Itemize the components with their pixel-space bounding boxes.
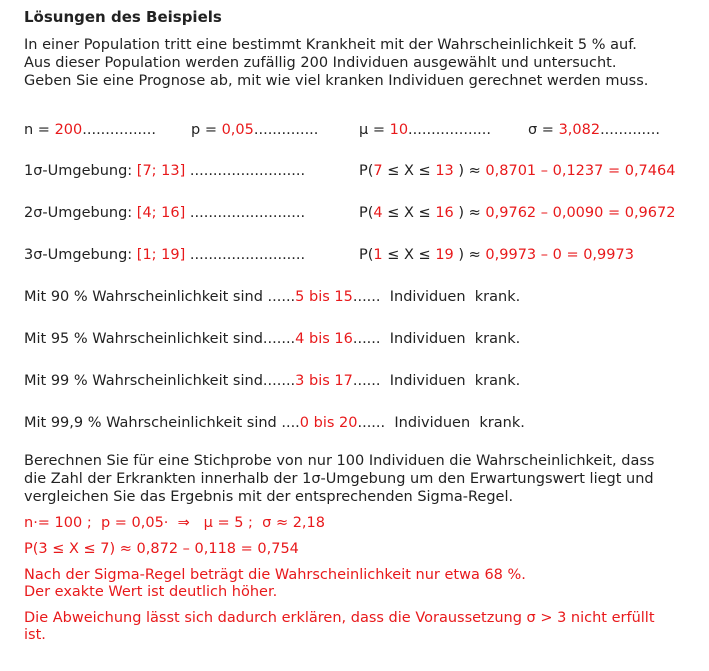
intro-line-1: In einer Population tritt eine bestimmt Krankheit mit der Wahrscheinlichkeit 5 % auf.	[24, 37, 637, 53]
param-mu: μ = 10..................	[359, 122, 492, 138]
prognosis-99-9: Mit 99,9 % Wahrscheinlichkeit sind ....0 bis 20...... Individuen krank.	[24, 415, 525, 431]
answer-explanation-2: ist.	[24, 627, 46, 643]
prognosis-95: Mit 95 % Wahrscheinlichkeit sind.......4 bis 16...... Individuen krank.	[24, 331, 521, 347]
env-1-probability: P(7 ≤ X ≤ 13 ) ≈ 0,8701 – 0,1237 = 0,7464	[359, 163, 676, 179]
task2-line-1: Berechnen Sie für eine Stichprobe von nur 100 Individuen die Wahrscheinlichkeit, dass	[24, 453, 655, 469]
intro-line-3: Geben Sie eine Prognose ab, mit wie viel kranken Individuen gerechnet werden muss.	[24, 73, 649, 89]
param-n-value: 200	[54, 122, 83, 138]
env-3-label: 3σ-Umgebung: [1; 19] .........................	[24, 247, 306, 263]
param-sigma: σ = 3,082.............	[528, 122, 660, 138]
param-p-value: 0,05	[221, 122, 254, 138]
answer-params: n·= 100 ; p = 0,05· ⇒ μ = 5 ; σ ≈ 2,18	[24, 515, 325, 531]
task2-line-3: vergleichen Sie das Ergebnis mit der entsprechenden Sigma-Regel.	[24, 489, 514, 505]
env-2-probability: P(4 ≤ X ≤ 16 ) ≈ 0,9762 – 0,0090 = 0,9672	[359, 205, 676, 221]
intro-line-2: Aus dieser Population werden zufällig 200 Individuen ausgewählt und untersucht.	[24, 55, 617, 71]
param-n: n = 200................	[24, 122, 156, 138]
env-1-label: 1σ-Umgebung: [7; 13] .........................	[24, 163, 306, 179]
task2-line-2: die Zahl der Erkrankten innerhalb der 1σ-Umgebung um den Erwartungswert liegt und	[24, 471, 654, 487]
answer-exact-value: Der exakte Wert ist deutlich höher.	[24, 584, 278, 600]
page-title: Lösungen des Beispiels	[24, 8, 222, 26]
env-2-label: 2σ-Umgebung: [4; 16] .........................	[24, 205, 306, 221]
answer-explanation-1: Die Abweichung lässt sich dadurch erklären, dass die Voraussetzung σ > 3 nicht erfüllt	[24, 610, 655, 626]
answer-probability: P(3 ≤ X ≤ 7) ≈ 0,872 – 0,118 = 0,754	[24, 541, 299, 557]
prognosis-90: Mit 90 % Wahrscheinlichkeit sind ......5 bis 15...... Individuen krank.	[24, 289, 521, 305]
answer-sigma-rule: Nach der Sigma-Regel beträgt die Wahrscheinlichkeit nur etwa 68 %.	[24, 567, 526, 583]
env-3-probability: P(1 ≤ X ≤ 19 ) ≈ 0,9973 – 0 = 0,9973	[359, 247, 634, 263]
param-p: p = 0,05..............	[191, 122, 319, 138]
param-sigma-value: 3,082	[558, 122, 601, 138]
param-mu-value: 10	[389, 122, 409, 138]
prognosis-99: Mit 99 % Wahrscheinlichkeit sind.......3 bis 17...... Individuen krank.	[24, 373, 521, 389]
